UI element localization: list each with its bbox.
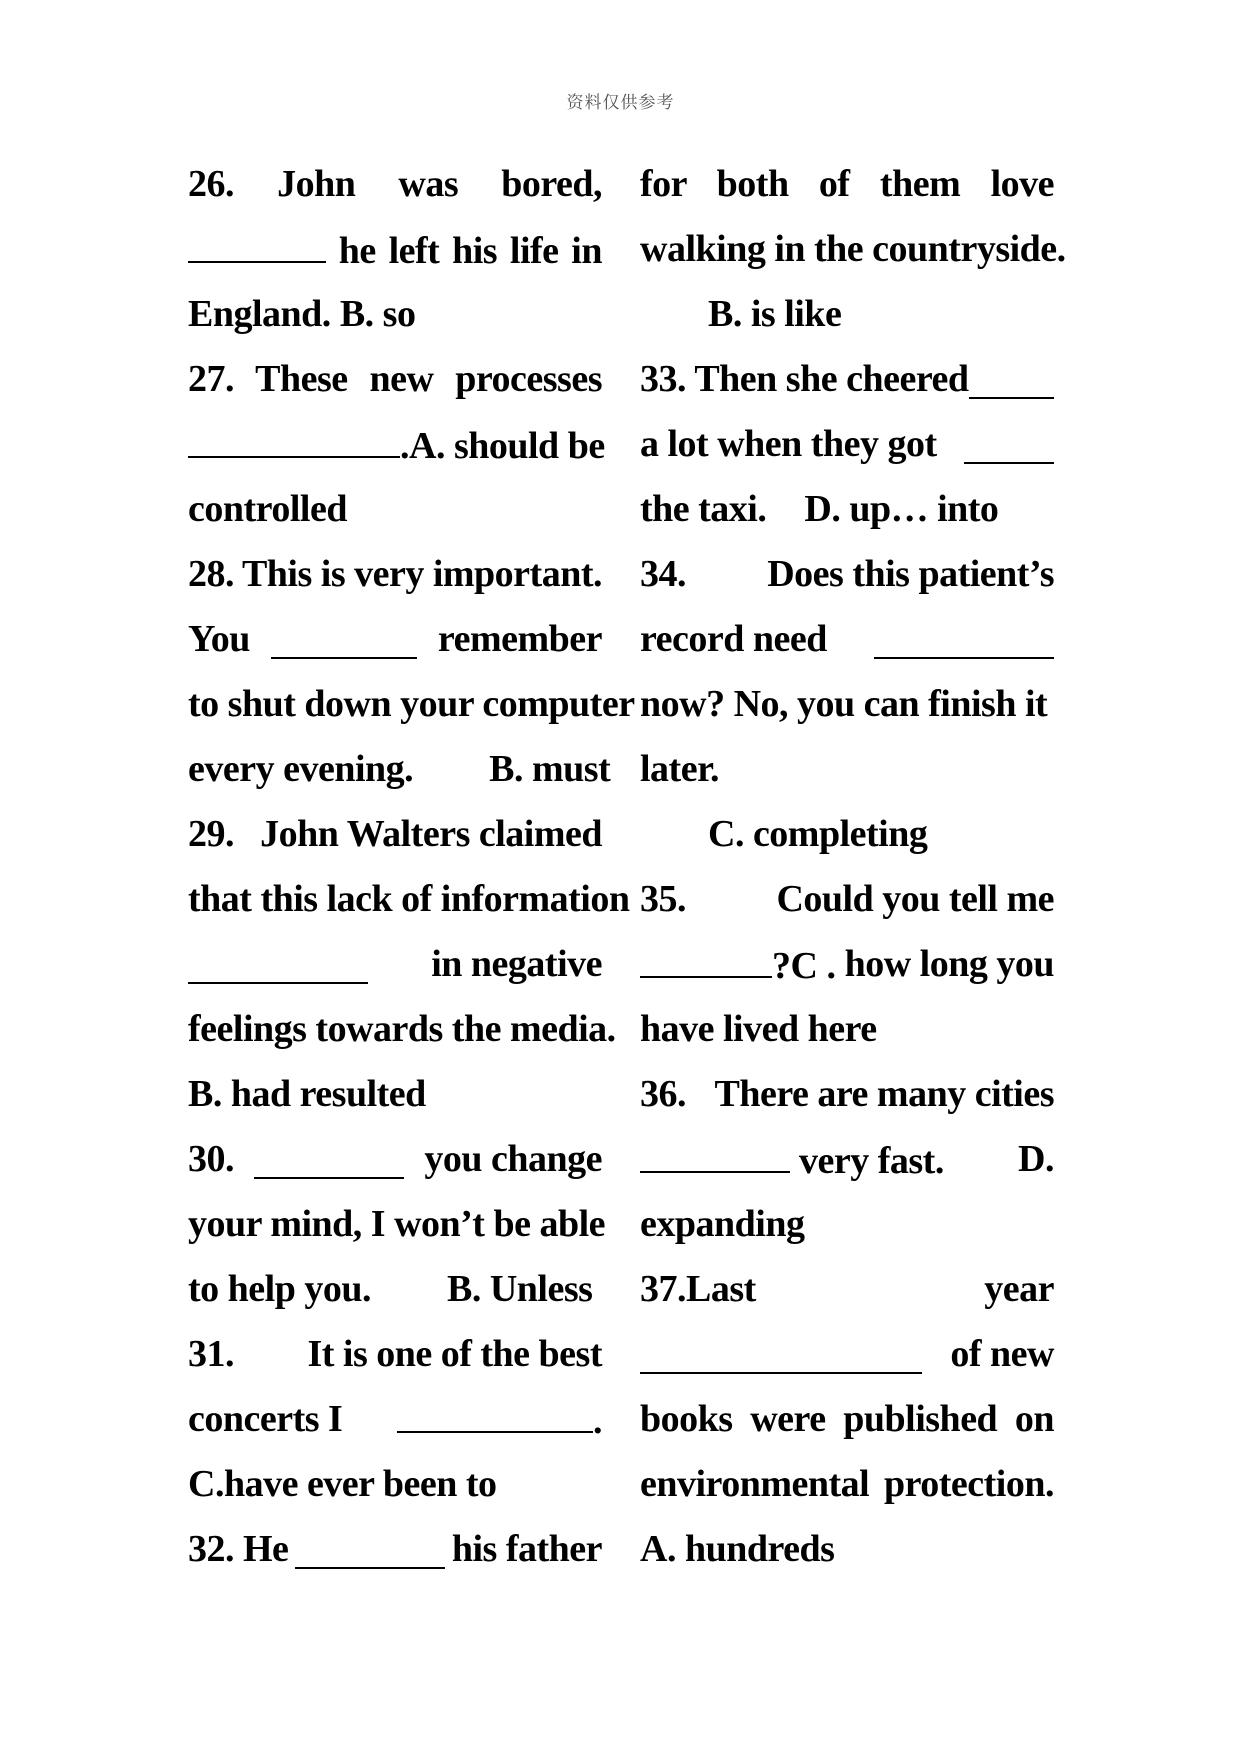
question-29-line-2: that this lack of information <box>188 878 630 920</box>
answer-blank[interactable] <box>188 938 368 984</box>
question-32-line-2: for both of them love <box>640 163 1054 205</box>
question-32-line-3: walking in the countryside. <box>640 228 1066 270</box>
question-26-line-1: 26. John was bored, <box>188 163 603 205</box>
question-28-line-2: You remember <box>188 607 602 672</box>
answer-option: how long you <box>844 943 1054 985</box>
question-36-line-3 <box>640 1192 1054 1257</box>
answer-option: B. had resulted <box>188 1073 426 1115</box>
answer-option: D. up… into <box>804 488 999 530</box>
question-36-line-1: 36. There are many cities <box>640 1062 1054 1127</box>
answer-blank[interactable] <box>874 613 1054 659</box>
question-29-line-5 <box>188 1062 602 1127</box>
question-32-line-4 <box>640 282 1054 347</box>
answer-option: B. is like <box>708 293 842 335</box>
answer-blank[interactable] <box>640 932 772 978</box>
question-35-line-2 <box>640 932 1054 997</box>
question-35-line-1: 35. Could you tell me <box>640 867 1054 932</box>
question-27-line-3 <box>188 477 602 542</box>
question-number: 35. <box>640 878 686 920</box>
question-27-line-2: .A. should be <box>188 412 602 477</box>
answer-blank[interactable] <box>640 1328 922 1374</box>
right-column <box>640 152 1066 1582</box>
question-26-line-3: England. B. so <box>188 293 416 335</box>
answer-option-letter: ?C . <box>772 945 836 987</box>
answer-option: B. so <box>339 293 416 335</box>
question-31-line-1: 31. It is one of the best <box>188 1322 602 1387</box>
question-37-line-5 <box>640 1517 1054 1582</box>
question-number: 37. <box>640 1268 686 1310</box>
answer-blank[interactable] <box>969 353 1054 399</box>
question-number: 32. <box>188 1528 234 1570</box>
question-37-line-2: of new <box>640 1322 1054 1387</box>
question-number: 33. <box>640 358 686 400</box>
question-34-line-4: later. <box>640 748 719 790</box>
answer-option: B. Unless <box>446 1268 593 1310</box>
question-29-line-4: feelings towards the media. <box>188 1008 616 1050</box>
question-30-line-3: to help you. B. Unless <box>188 1268 593 1310</box>
question-33-line-2: a lot when they got <box>640 412 1054 477</box>
question-28-line-3: to shut down your computer <box>188 683 635 725</box>
answer-option: A. hundreds <box>640 1528 835 1570</box>
question-33-line-3: the taxi. D. up… into <box>640 488 999 530</box>
question-34-line-5 <box>640 802 1054 867</box>
question-37-line-3: books were published on <box>640 1398 1054 1440</box>
answer-blank[interactable] <box>295 1523 445 1569</box>
question-29-line-3: in negative <box>188 932 602 997</box>
answer-option: B. must <box>489 748 611 790</box>
question-32-line-1: 32. He his father <box>188 1517 602 1582</box>
answer-option: expanding <box>640 1203 805 1245</box>
question-number: 34. <box>640 553 686 595</box>
answer-option: C.have ever been to <box>188 1463 497 1505</box>
question-number: 29. <box>188 813 234 855</box>
answer-blank[interactable] <box>188 412 400 458</box>
question-31-line-2: concerts I . <box>188 1387 602 1452</box>
question-30-line-1: 30. you change <box>188 1127 602 1192</box>
question-36-line-2: very fast. D. <box>640 1127 1054 1192</box>
question-number: 26. <box>188 163 234 205</box>
question-29-line-1: 29. John Walters claimed <box>188 802 602 867</box>
question-number: 31. <box>188 1333 234 1375</box>
answer-blank[interactable] <box>397 1387 593 1433</box>
question-34-line-1: 34. Does this patient’s <box>640 542 1054 607</box>
question-28-line-4: every evening. B. must <box>188 748 611 790</box>
page-header: 资料仅供参考 <box>566 93 675 113</box>
question-31-line-3 <box>188 1452 602 1517</box>
left-column <box>188 152 635 1582</box>
question-number: 30. <box>188 1138 234 1180</box>
question-26-line-2: he left his life in <box>188 217 602 282</box>
answer-blank[interactable] <box>188 217 326 263</box>
question-number: 27. <box>188 358 234 400</box>
question-37-line-1: 37.Last year <box>640 1268 1054 1310</box>
answer-option-letter: D. <box>1018 1138 1054 1180</box>
answer-blank[interactable] <box>271 613 417 659</box>
answer-blank[interactable] <box>254 1133 404 1179</box>
question-number: 36. <box>640 1073 686 1115</box>
question-34-line-3: now? No, you can finish it <box>640 683 1048 725</box>
question-34-line-2: record need <box>640 607 1054 672</box>
question-27-line-1: 27. These new processes <box>188 358 602 400</box>
question-28-line-1: 28. This is very important. <box>188 542 602 607</box>
answer-option: controlled <box>188 488 347 530</box>
answer-blank[interactable] <box>964 418 1054 464</box>
question-33-line-1: 33. Then she cheered <box>640 347 1054 412</box>
question-37-line-4: environmental protection. <box>640 1463 1054 1505</box>
question-number: 28. <box>188 553 234 595</box>
question-30-line-2: your mind, I won’t be able <box>188 1203 606 1245</box>
answer-option: C. completing <box>708 813 928 855</box>
answer-blank[interactable] <box>640 1127 790 1173</box>
question-35-line-3: have lived here <box>640 1008 877 1050</box>
